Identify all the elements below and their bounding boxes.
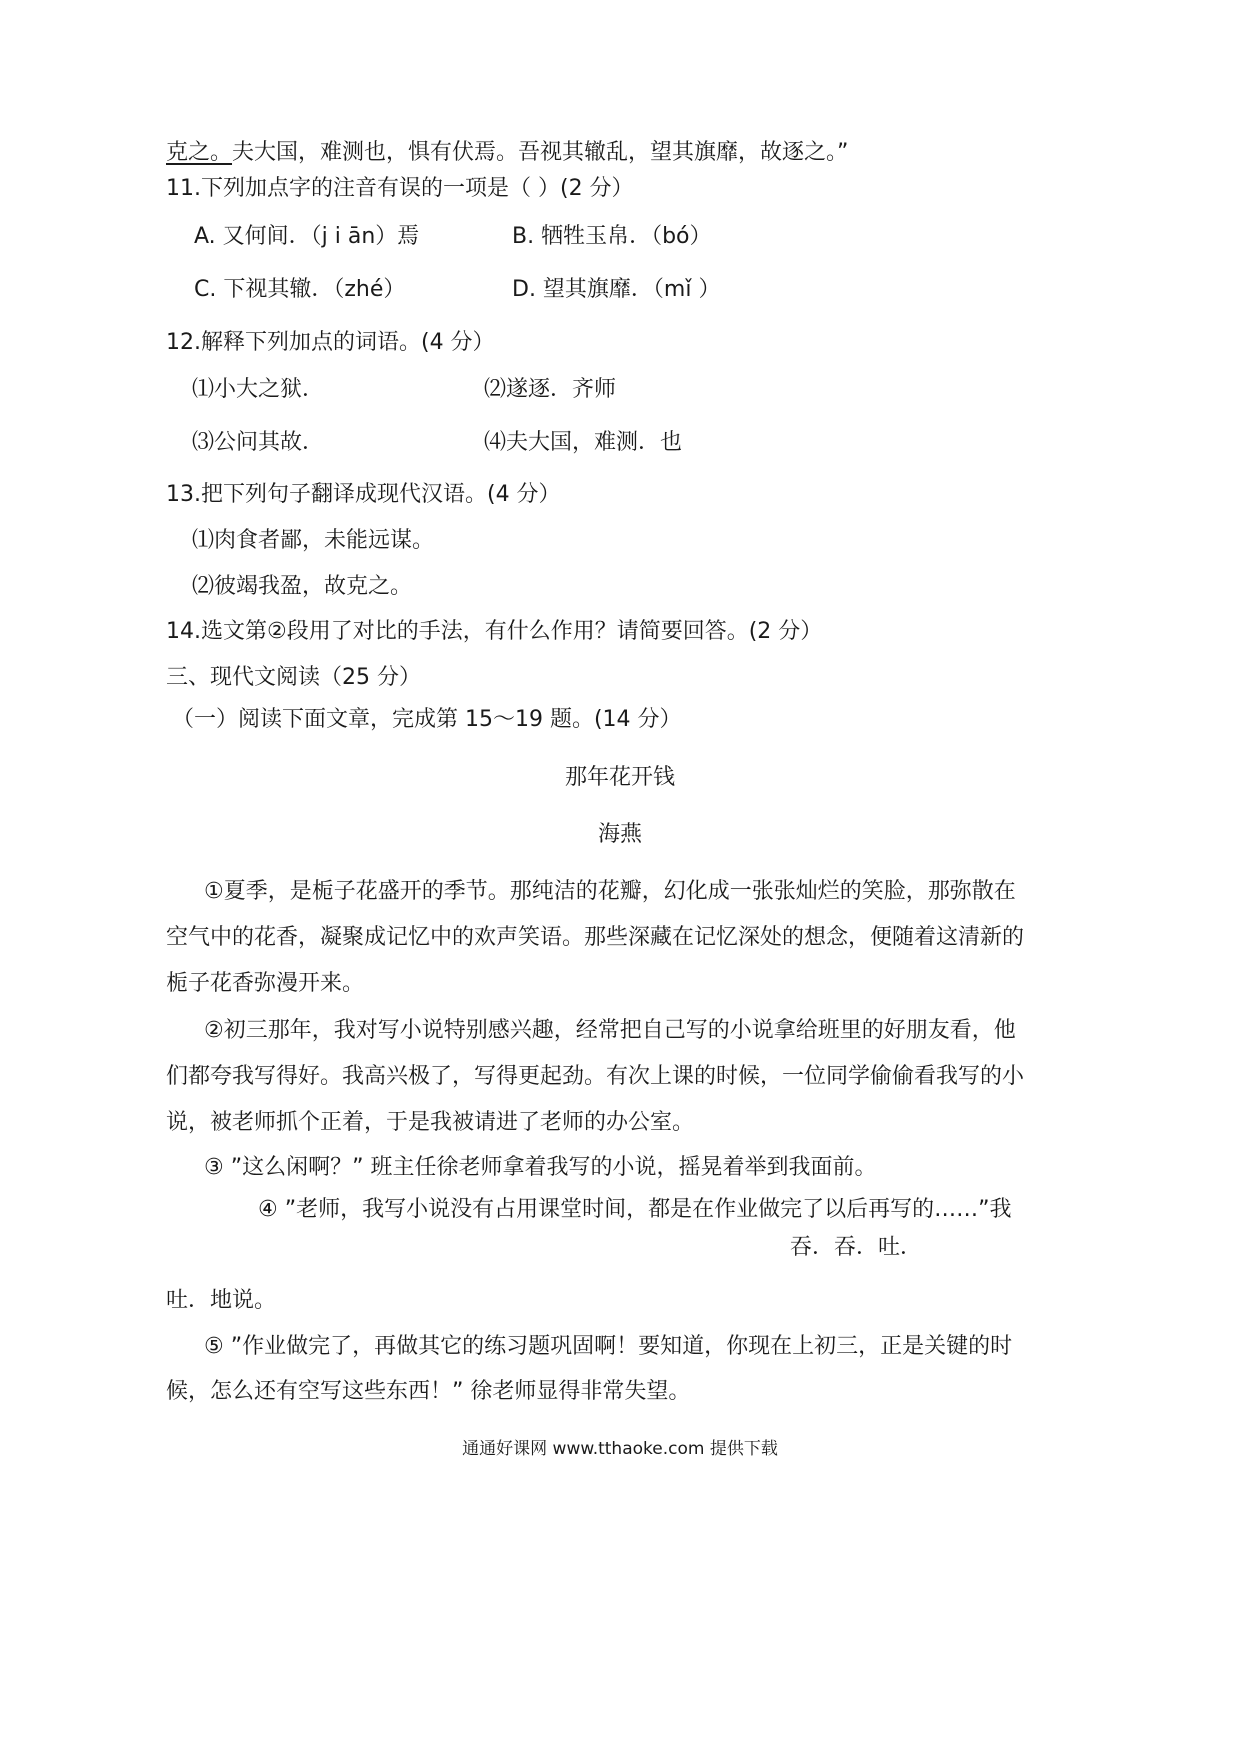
paragraph-4-line-2: 吞．吞．吐． — [789, 1235, 922, 1260]
question-14-stem: 14.选文第②段用了对比的手法，有什么作用？请简要回答。(2 分） — [166, 619, 823, 644]
paragraph-1-line-2: 空气中的花香，凝聚成记忆中的欢声笑语。那些深藏在记忆深处的想念，便随着这清新的 — [166, 925, 1025, 950]
paragraph-4-line-3: 吐．地说。 — [166, 1288, 277, 1313]
question-11-option-a: A. 又何间．（j i ān）焉 — [194, 224, 420, 249]
question-13-item-1: ⑴肉食者鄙，未能远谋。 — [192, 528, 435, 553]
question-12-stem: 12.解释下列加点的词语。(4 分） — [166, 330, 495, 355]
underlined-phrase: 克之。 — [166, 140, 233, 165]
question-12-item-3: ⑶公问其故． — [192, 430, 325, 455]
section-3-heading: 三、现代文阅读（25 分） — [166, 665, 421, 690]
question-11-option-c: C. 下视其辙．（zhé） — [194, 277, 406, 302]
article-title: 那年花开钱 — [564, 765, 675, 790]
paragraph-2-line-1: ②初三那年，我对写小说特别感兴趣，经常把自己写的小说拿给班里的好朋友看，他 — [204, 1018, 1016, 1043]
paragraph-1-line-1: ①夏季，是栀子花盛开的季节。那纯洁的花瓣，幻化成一张张灿烂的笑脸，那弥散在 — [204, 879, 1016, 904]
question-11-option-d: D. 望其旗靡．（mǐ ） — [512, 277, 721, 302]
paragraph-1-line-3: 栀子花香弥漫开来。 — [166, 971, 365, 996]
passage-end-line — [166, 138, 848, 168]
passage-end-text: 夫大国，难测也，惧有伏焉。吾视其辙乱，望其旗靡，故逐之。” — [232, 140, 849, 165]
question-12-item-2: ⑵遂逐．齐师 — [484, 377, 617, 402]
question-13-item-2: ⑵彼竭我盈，故克之。 — [192, 574, 413, 599]
page-footer: 通通好课网 www.tthaoke.com 提供下载 — [462, 1439, 778, 1459]
article-author: 海燕 — [597, 822, 642, 847]
paragraph-5-line-1: ⑤ ”作业做完了，再做其它的练习题巩固啊！要知道，你现在上初三，正是关键的时 — [204, 1334, 1013, 1359]
paragraph-4-line-1: ④ ”老师，我写小说没有占用课堂时间，都是在作业做完了以后再写的……”我 — [258, 1197, 1012, 1222]
paragraph-2-line-2: 们都夸我写得好。我高兴极了，写得更起劲。有次上课的时候，一位同学偷偷看我写的小 — [166, 1064, 1025, 1089]
question-11-stem: 11.下列加点字的注音有误的一项是（ ）(2 分） — [166, 176, 634, 201]
section-3-instruction: （一）阅读下面文章，完成第 15～19 题。(14 分） — [172, 707, 682, 732]
question-13-stem: 13.把下列句子翻译成现代汉语。(4 分） — [166, 482, 561, 507]
question-12-item-1: ⑴小大之狱． — [192, 377, 325, 402]
paragraph-5-line-2: 候，怎么还有空写这些东西！” 徐老师显得非常失望。 — [166, 1379, 691, 1404]
paragraph-2-line-3: 说，被老师抓个正着，于是我被请进了老师的办公室。 — [166, 1110, 695, 1135]
question-12-item-4: ⑷夫大国，难测．也 — [484, 430, 683, 455]
paragraph-3: ③ ”这么闲啊？” 班主任徐老师拿着我写的小说，摇晃着举到我面前。 — [204, 1155, 877, 1180]
question-11-option-b: B. 牺牲玉帛．（bó） — [512, 224, 712, 249]
